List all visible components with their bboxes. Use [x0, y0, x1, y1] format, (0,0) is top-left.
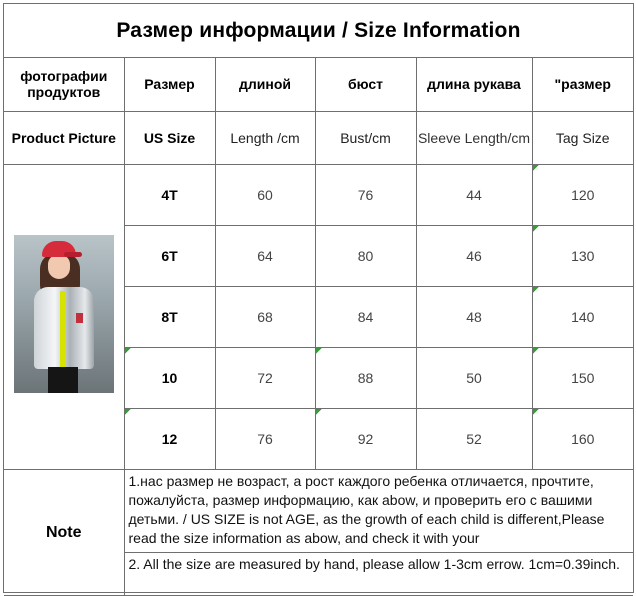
sleeve-cell: 50: [416, 348, 532, 409]
note-label: Note: [4, 470, 124, 596]
tag-cell: 130: [532, 226, 633, 287]
length-cell: 60: [215, 165, 315, 226]
header-bust-ru: бюст: [315, 57, 416, 112]
note-row-1: [4, 470, 633, 553]
length-cell: 76: [215, 409, 315, 470]
header-row-en: [4, 112, 633, 165]
header-tag-en: Tag Size: [532, 112, 633, 165]
size-chart: [3, 3, 634, 593]
tag-cell: 160: [532, 409, 633, 470]
bust-cell: 76: [315, 165, 416, 226]
header-row-ru: [4, 57, 633, 112]
size-table: [4, 57, 633, 596]
length-cell: 64: [215, 226, 315, 287]
header-size-ru: Размер: [124, 57, 215, 112]
size-cell: 10: [124, 348, 215, 409]
header-length-en: Length /cm: [215, 112, 315, 165]
tag-cell: 120: [532, 165, 633, 226]
length-cell: 72: [215, 348, 315, 409]
note-text-1: 1.нас размер не возраст, а рост каждого ребенка отличается, прочтите, пожалуйста, размер информацию, как abow, и проверить его с вашими детьми. / US SIZE is not AGE, as the growth of each child is different,Please read the size information as abow, and check it with your: [124, 470, 633, 553]
sleeve-cell: 44: [416, 165, 532, 226]
sleeve-cell: 52: [416, 409, 532, 470]
header-length-ru: длиной: [215, 57, 315, 112]
product-picture-cell: [4, 165, 124, 470]
note-text-2: 2. All the size are measured by hand, please allow 1-3cm errow. 1cm=0.39inch.: [124, 553, 633, 596]
sleeve-cell: 46: [416, 226, 532, 287]
header-bust-en: Bust/cm: [315, 112, 416, 165]
header-sleeve-ru: длина рукава: [416, 57, 532, 112]
header-tag-ru: "размер: [532, 57, 633, 112]
size-cell: 8T: [124, 287, 215, 348]
bust-cell: 88: [315, 348, 416, 409]
header-size-en: US Size: [124, 112, 215, 165]
bust-cell: 84: [315, 287, 416, 348]
tag-cell: 150: [532, 348, 633, 409]
size-cell: 12: [124, 409, 215, 470]
bust-cell: 80: [315, 226, 416, 287]
sleeve-cell: 48: [416, 287, 532, 348]
bust-cell: 92: [315, 409, 416, 470]
tag-cell: 140: [532, 287, 633, 348]
size-cell: 4T: [124, 165, 215, 226]
header-photo-ru: фотографии продуктов: [4, 57, 124, 112]
table-row: [4, 165, 633, 226]
length-cell: 68: [215, 287, 315, 348]
product-photo: [14, 235, 114, 393]
chart-title: Размер информации / Size Information: [4, 4, 633, 58]
header-photo-en: Product Picture: [4, 112, 124, 165]
size-cell: 6T: [124, 226, 215, 287]
header-sleeve-en: Sleeve Length/cm: [416, 112, 532, 165]
